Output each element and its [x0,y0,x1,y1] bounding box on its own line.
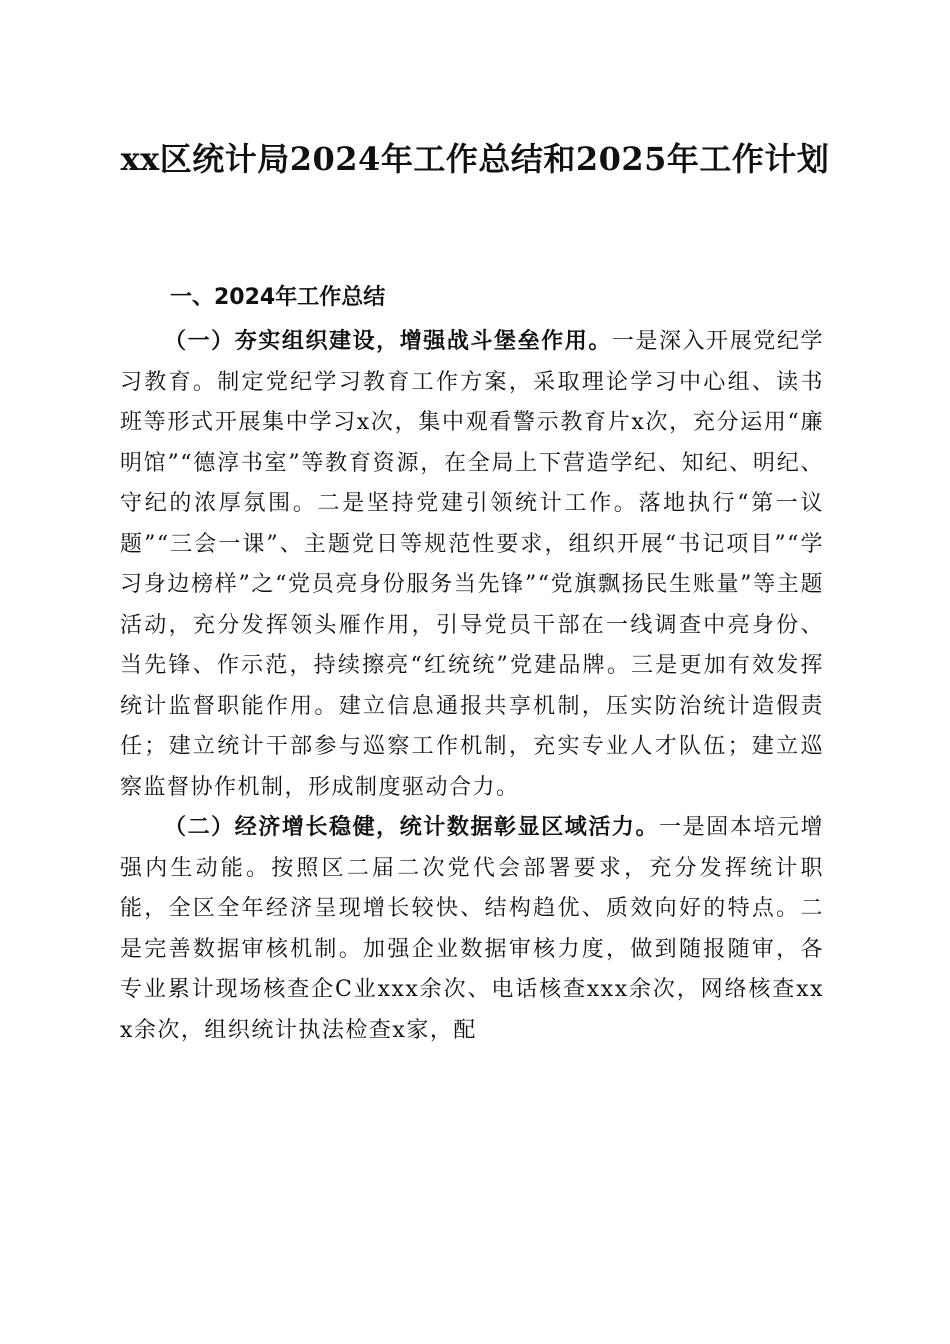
paragraph-text: 一是固本培元增强内生动能。按照区二届二次党代会部署要求，充分发挥统计职能，全区全年经济呈现增长较快、结构趋优、质效向好的特点。二是完善数据审核机制。加强企业数据审核力度，做到随报随审，各专业累计现场核查企C业xxx余次、电话核查xxx余次，网络核查xxx余次，组织统计执法检查x家，配 [120,815,824,1043]
paragraph-lead: （二）经济增长稳健，统计数据彰显区域活力。 [164,815,660,840]
paragraph-lead: （一）夯实组织建设，增强战斗堡垒作用。 [164,329,612,354]
document-title: xx区统计局2024年工作总结和2025年工作计划 [120,140,830,178]
document-body [120,322,824,1051]
paragraph-text: 一是深入开展党纪学习教育。制定党纪学习教育工作方案，采取理论学习中心组、读书班等形式开展集中学习x次，集中观看警示教育片x次，充分运用“廉明馆”“德淳书室”等教育资源，在全局上下营造学纪、知纪、明纪、守纪的浓厚氛围。二是坚持党建引领统计工作。落地执行“第一议题”“三会一课”、主题党日等规范性要求，组织开展“书记项目”“学习身边榜样”之“党员亮身份服务当先锋”“党旗飘扬民生账量”等主题活动，充分发挥领头雁作用，引导党员干部在一线调查中亮身份、当先锋、作示范，持续擦亮“红统统”党建品牌。三是更加有效发挥统计监督职能作用。建立信息通报共享机制，压实防治统计造假责任；建立统计干部参与巡察工作机制，充实专业人才队伍；建立巡察监督协作机制，形成制度驱动合力。 [120,329,825,800]
section-heading: 一、2024年工作总结 [170,285,386,310]
body-paragraph [120,322,824,808]
body-paragraph [120,808,824,1051]
